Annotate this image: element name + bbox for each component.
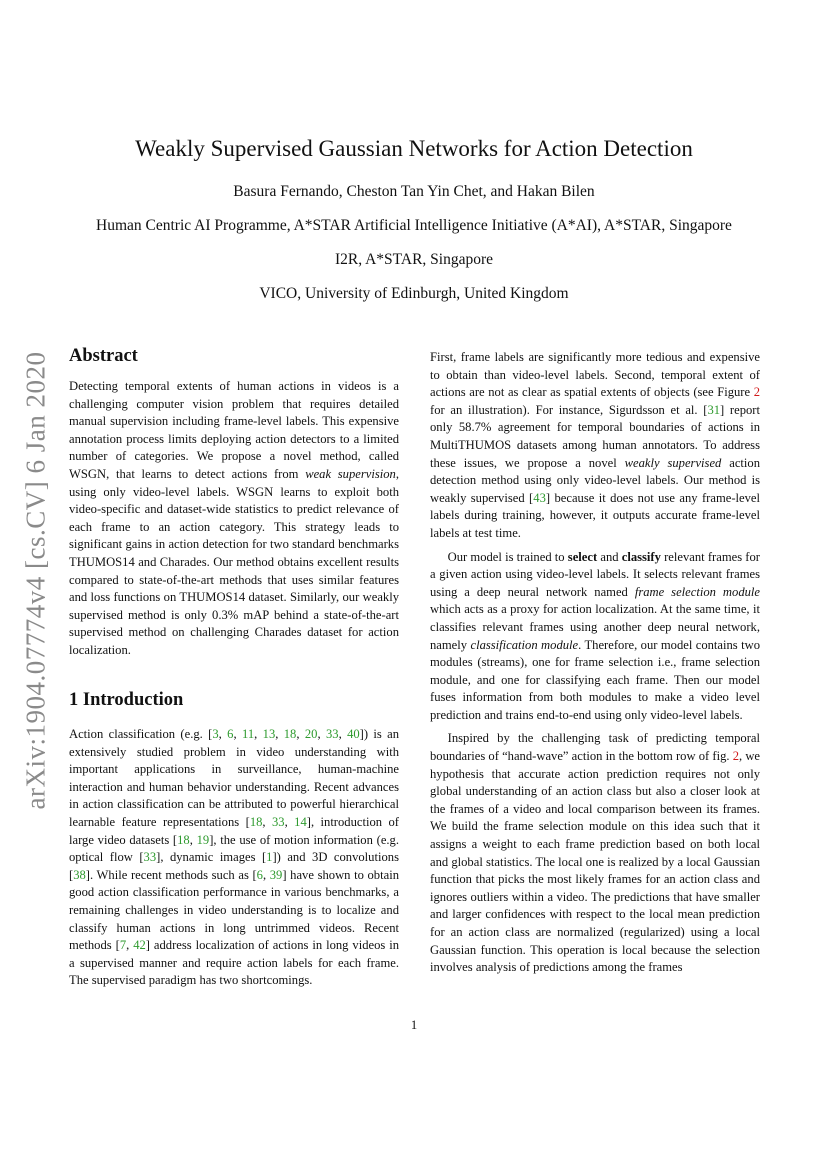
- citation-link[interactable]: 33: [143, 850, 157, 865]
- affiliation-3: VICO, University of Edinburgh, United Kingdom: [259, 285, 569, 302]
- abstract-body: [69, 378, 399, 660]
- citation-link[interactable]: 6: [256, 867, 263, 882]
- right-paragraph-2: Our model is trained to select and classify relevant frames for a given action using video-level labels. It selects relevant frames using a deep neural network named frame selection module which acts as a proxy for action localization. At the same time, it classifies relevant frames using another deep neural network, namely classification module. Therefore, our model contains two modules (streams), one for frame selection i.e., frame selection module, and one for classifying each frame. Then our model fuses information from both modules to make a video level prediction and trains end-to-end using only video-level labels.: [430, 549, 761, 722]
- bold-term: select: [567, 549, 598, 564]
- paper-authors: Basura Fernando, Cheston Tan Yin Chet, and Hakan Bilen: [233, 183, 595, 200]
- citation-link[interactable]: 13: [262, 727, 276, 741]
- affiliation-1: Human Centric AI Programme, A*STAR Artificial Intelligence Initiative (A*AI), A*STAR, Singapore: [96, 217, 732, 234]
- introduction-heading: 1 Introduction: [69, 690, 184, 710]
- arxiv-identifier: [6, 300, 66, 860]
- abstract-paragraph: Detecting temporal extents of human actions in videos is a challenging computer vision problem that requires detailed manual supervision including frame-level labels. This expensive annotation process limits deploying action detectors to a limited number of categories. We propose a novel method, called WSGN, that learns to detect actions from weak supervision, using only video-level labels. WSGN learns to exploit both video-specific and dataset-wide statistics to predict relevance of each frame to an action category. This strategy leads to significant gains in action detection for two standard benchmarks THUMOS14 and Charades. Our method obtains excellent results compared to state-of-the-art methods that uses similar features and loss functions on THUMOS14 dataset. Similarly, our weakly supervised method is only 0.3% mAP behind a state-of-the-art supervised method on challenging Charades dataset for action localization.: [69, 379, 400, 657]
- citation-link[interactable]: 38: [73, 867, 86, 882]
- citation-link[interactable]: 18: [249, 814, 263, 829]
- citation-link[interactable]: 18: [283, 727, 297, 741]
- citation-link[interactable]: 6: [227, 727, 234, 741]
- citation-link[interactable]: 33: [325, 727, 339, 741]
- right-paragraph-3: Inspired by the challenging task of predicting temporal boundaries of “hand-wave” action in the bottom row of fig. 2, we hypothesis that accurate action prediction requires not only global understanding of an action class but also a closer look at the frames of a video and local comparison between its frames. We build the frame selection module on this idea such that it assigns a weight to each frame prediction based on both local and global statistics. The local one is realized by a local Gaussian function that picks the most likely frames for an action class and ignores outliers within a video. The predictions that have smaller and larger confidences with respect to the local mean prediction for an action class are normalized (regularized) using a local Gaussian function. This operation is local because the selection involves analysis of predictions among the frames: [430, 731, 760, 975]
- citation-link[interactable]: 19: [196, 832, 210, 847]
- introduction-paragraph: Action classification (e.g. [3, 6, 11, 13, 18, 20, 33, 40]) is an extensively studied problem in video understanding with important applications in surveillance, human-machine interaction and human behavior understanding. Recent advances in action classification can be attributed to powerful hierarchical learnable feature representations [18, 33, 14], introduction of large video datasets [18, 19], the use of motion information (e.g. optical flow [33], dynamic images [1]) and 3D convolutions [38]. While recent methods such as [6, 39] have shown to obtain good action classification performance in various benchmarks, a remaining challenges in video understanding is to localize and classify human actions in long untrimmed videos. Recent methods [7, 42] address localization of actions in long videos in a supervised manner and require action labels for each frame. The supervised paradigm has two shortcomings.: [69, 727, 400, 988]
- citation-link[interactable]: 11: [241, 727, 255, 741]
- abstract-emphasis: weak supervision: [305, 466, 396, 481]
- emphasis: frame selection module: [634, 584, 760, 599]
- abstract-heading: Abstract: [69, 346, 138, 366]
- citation-link[interactable]: 18: [177, 832, 190, 847]
- citation-link[interactable]: 43: [533, 490, 546, 505]
- page-number: 1: [410, 1018, 418, 1032]
- citation-link[interactable]: 42: [133, 938, 146, 953]
- citation-link[interactable]: 3: [212, 727, 219, 741]
- emphasis: classification module: [470, 637, 579, 652]
- emphasis: weakly supervised: [624, 455, 722, 470]
- figure-ref-link[interactable]: 2: [732, 749, 739, 764]
- paper-title: Weakly Supervised Gaussian Networks for Action Detection: [135, 136, 693, 161]
- citation-link[interactable]: 39: [269, 867, 283, 882]
- bold-term: classify: [621, 549, 661, 564]
- citation-link[interactable]: 20: [304, 727, 318, 741]
- introduction-body: [69, 726, 399, 990]
- affiliation-2: I2R, A*STAR, Singapore: [334, 251, 494, 268]
- citation-link[interactable]: 31: [707, 402, 721, 417]
- right-paragraph-1: First, frame labels are significantly more tedious and expensive to obtain than video-level labels. Second, temporal extent of actions are not as clear as spatial extents of objects (see Figure 2 for an illustration). For instance, Sigurdsson et al. [31] report only 58.7% agreement for temporal boundaries of actions in MultiTHUMOS datasets among human annotators. To address these issues, we propose a novel weakly supervised action detection method using only video-level labels. Our method is weakly supervised [43] because it does not use any frame-level labels during training, however, it outputs accurate frame-level labels at test time.: [430, 350, 761, 540]
- right-column: [430, 349, 760, 977]
- citation-link[interactable]: 1: [266, 850, 273, 865]
- citation-link[interactable]: 33: [271, 814, 285, 829]
- citation-link[interactable]: 14: [294, 814, 307, 829]
- citation-link[interactable]: 7: [119, 938, 127, 953]
- citation-link[interactable]: 40: [347, 727, 360, 741]
- arxiv-identifier-text: arXiv:1904.07774v4 [cs.CV] 6 Jan 2020: [20, 351, 51, 809]
- figure-ref-link[interactable]: 2: [753, 385, 760, 400]
